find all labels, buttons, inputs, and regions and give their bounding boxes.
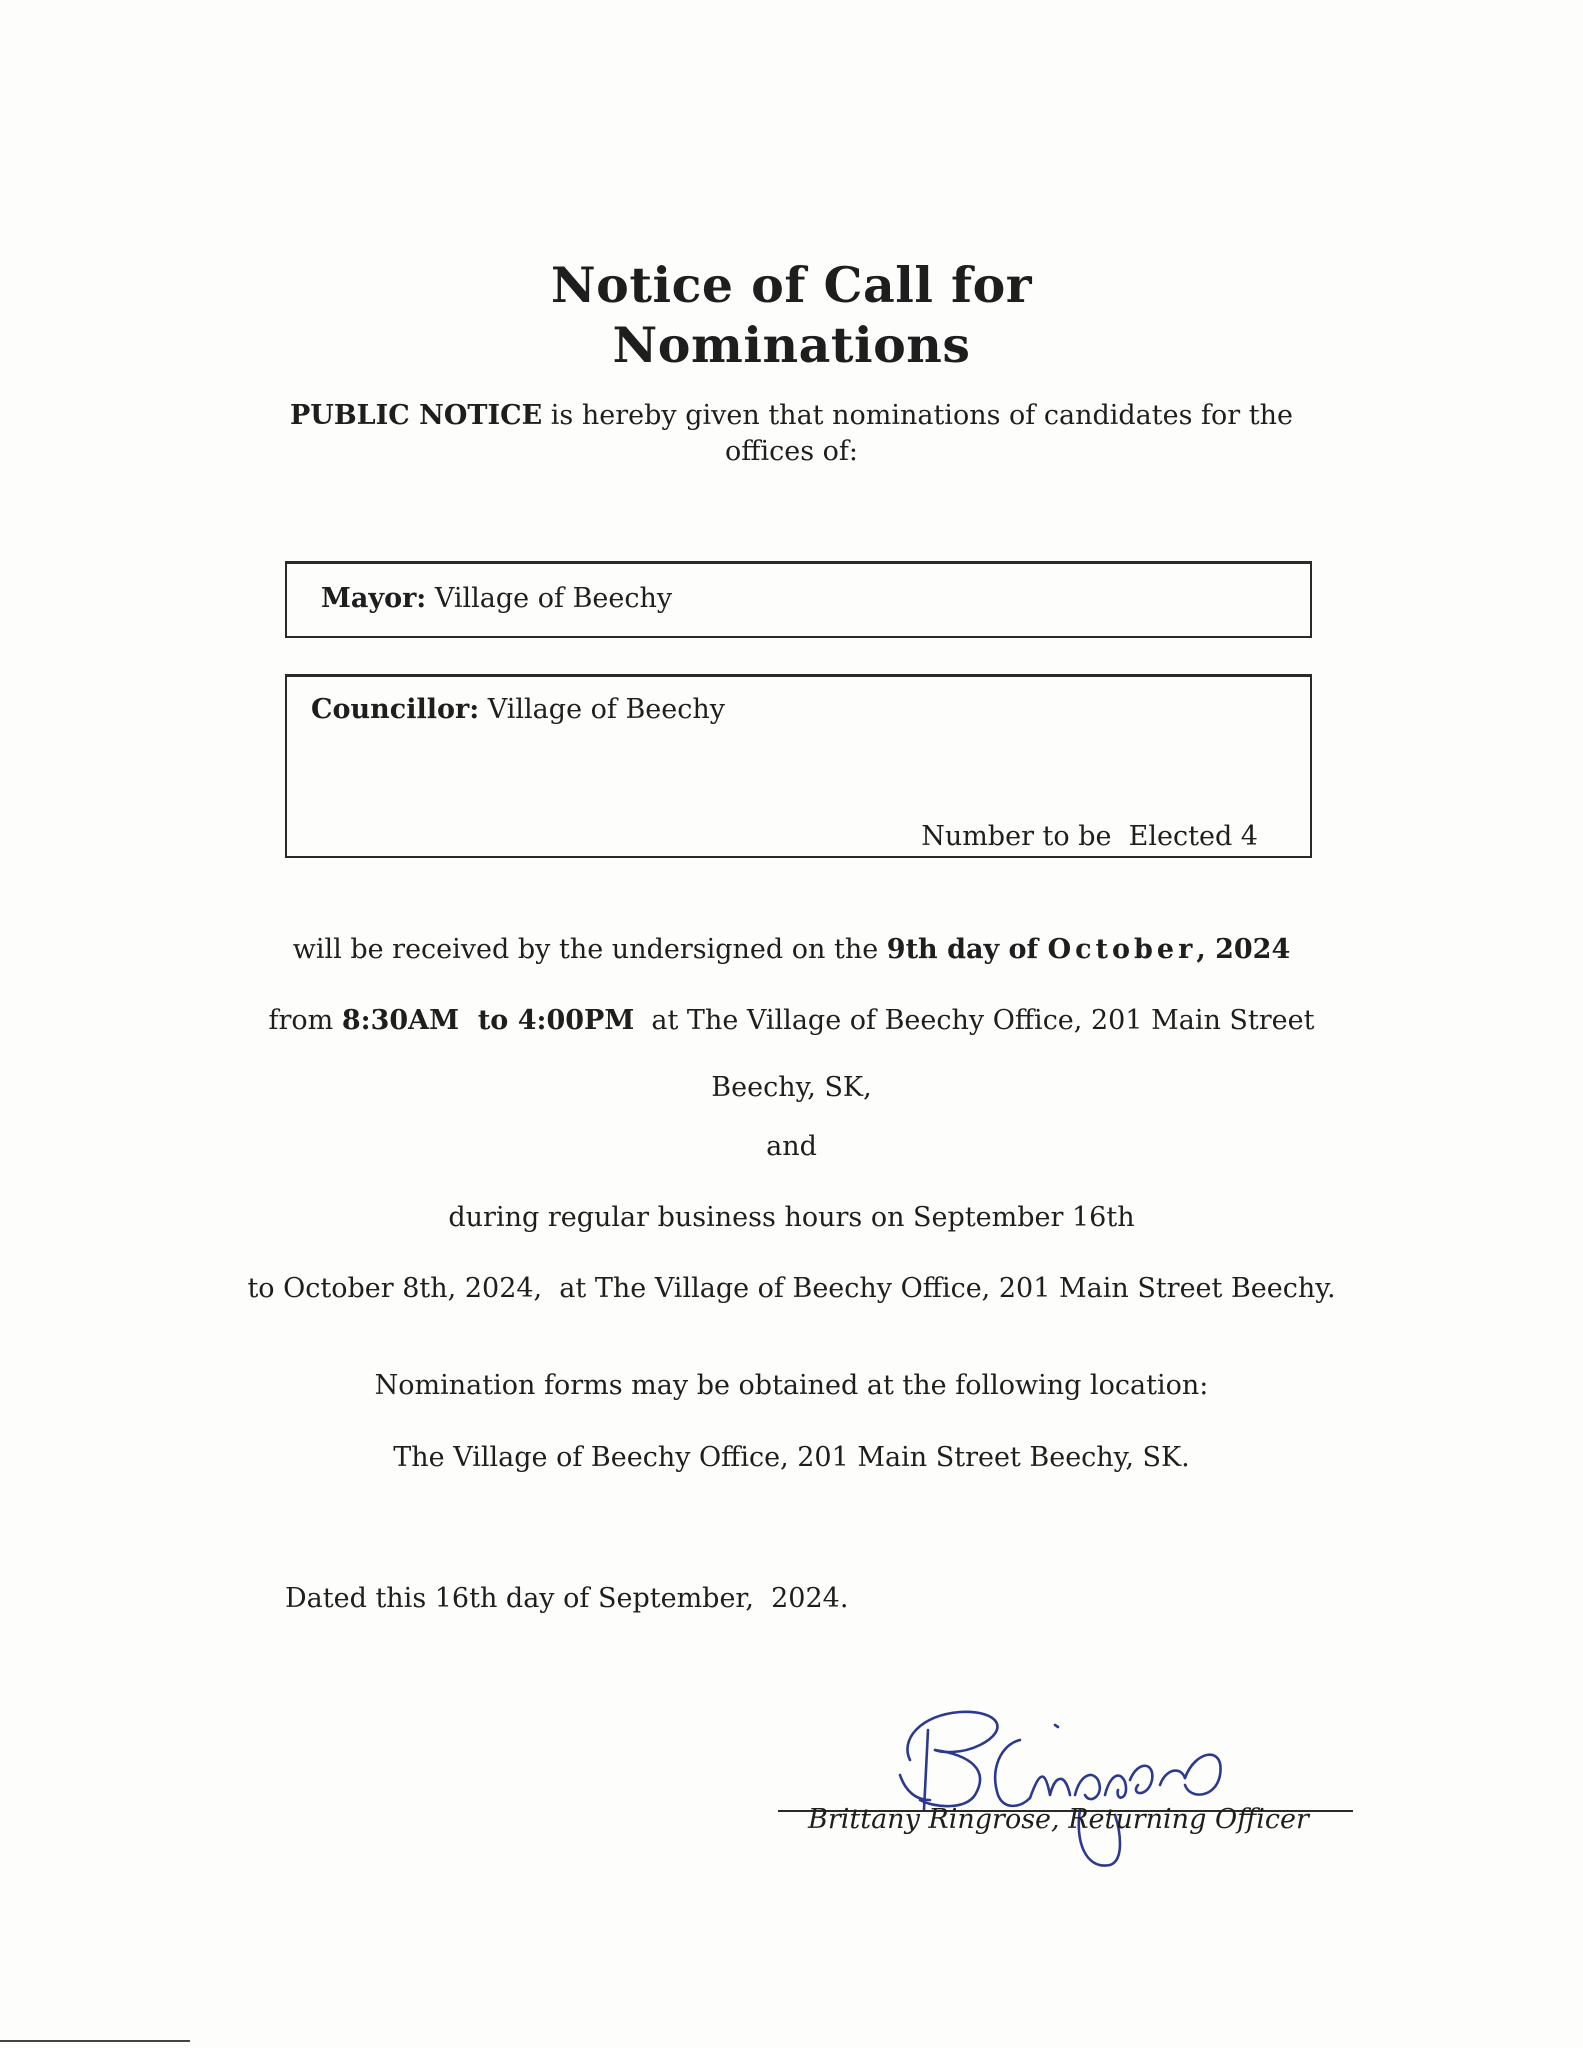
from-start-time: 8:30AM bbox=[341, 1005, 460, 1036]
location-continued: Beechy, SK, bbox=[711, 1072, 872, 1103]
number-to-be-elected: Number to be Elected 4 bbox=[921, 821, 1258, 852]
mayor-office-text bbox=[321, 582, 672, 616]
bottom-edge-rule bbox=[0, 2040, 190, 2042]
intro-text: is hereby given that nominations of candidates for the bbox=[542, 400, 1293, 431]
received-prefix: will be received by the undersigned on the bbox=[292, 934, 887, 965]
from-location: at The Village of Beechy Office, 201 Main Street bbox=[634, 1005, 1315, 1036]
mayor-value: Village of Beechy bbox=[426, 583, 673, 614]
public-notice-label: PUBLIC NOTICE bbox=[290, 400, 543, 431]
councillor-office-box bbox=[285, 674, 1312, 858]
dated-line: Dated this 16th day of September, 2024. bbox=[285, 1583, 849, 1614]
intro-text-line-2: offices of: bbox=[725, 436, 858, 467]
mayor-label: Mayor: bbox=[321, 583, 427, 614]
received-day: 9th bbox=[886, 934, 938, 965]
councillor-value: Village of Beechy bbox=[479, 694, 726, 725]
received-hours-line bbox=[0, 1003, 1583, 1039]
public-notice-intro bbox=[240, 398, 1343, 470]
received-date-line bbox=[0, 932, 1583, 968]
councillor-office-text bbox=[311, 693, 725, 727]
received-year: , 2024 bbox=[1196, 934, 1291, 965]
returning-officer-caption: Brittany Ringrose, Returning Officer bbox=[808, 1804, 1309, 1835]
from-prefix: from bbox=[268, 1005, 342, 1036]
handwritten-signature bbox=[880, 1700, 1240, 1880]
title-line-2: Nominations bbox=[612, 316, 971, 374]
councillor-label: Councillor: bbox=[311, 694, 480, 725]
forms-line-1: Nomination forms may be obtained at the following location: bbox=[374, 1370, 1209, 1401]
regular-hours-line: during regular business hours on September 16th bbox=[448, 1202, 1135, 1233]
received-day-of: day of bbox=[937, 934, 1048, 965]
notice-title bbox=[0, 255, 1583, 375]
title-line-1: Notice of Call for bbox=[550, 256, 1033, 314]
and-text: and bbox=[766, 1131, 817, 1162]
mayor-office-box bbox=[285, 561, 1312, 638]
from-to: to bbox=[459, 1005, 518, 1036]
received-month: October bbox=[1047, 934, 1197, 965]
forms-line-2: The Village of Beechy Office, 201 Main Street Beechy, SK. bbox=[393, 1442, 1190, 1473]
regular-hours-continued: to October 8th, 2024, at The Village of Beechy Office, 201 Main Street Beechy. bbox=[247, 1273, 1336, 1304]
from-end-time: 4:00PM bbox=[517, 1005, 635, 1036]
